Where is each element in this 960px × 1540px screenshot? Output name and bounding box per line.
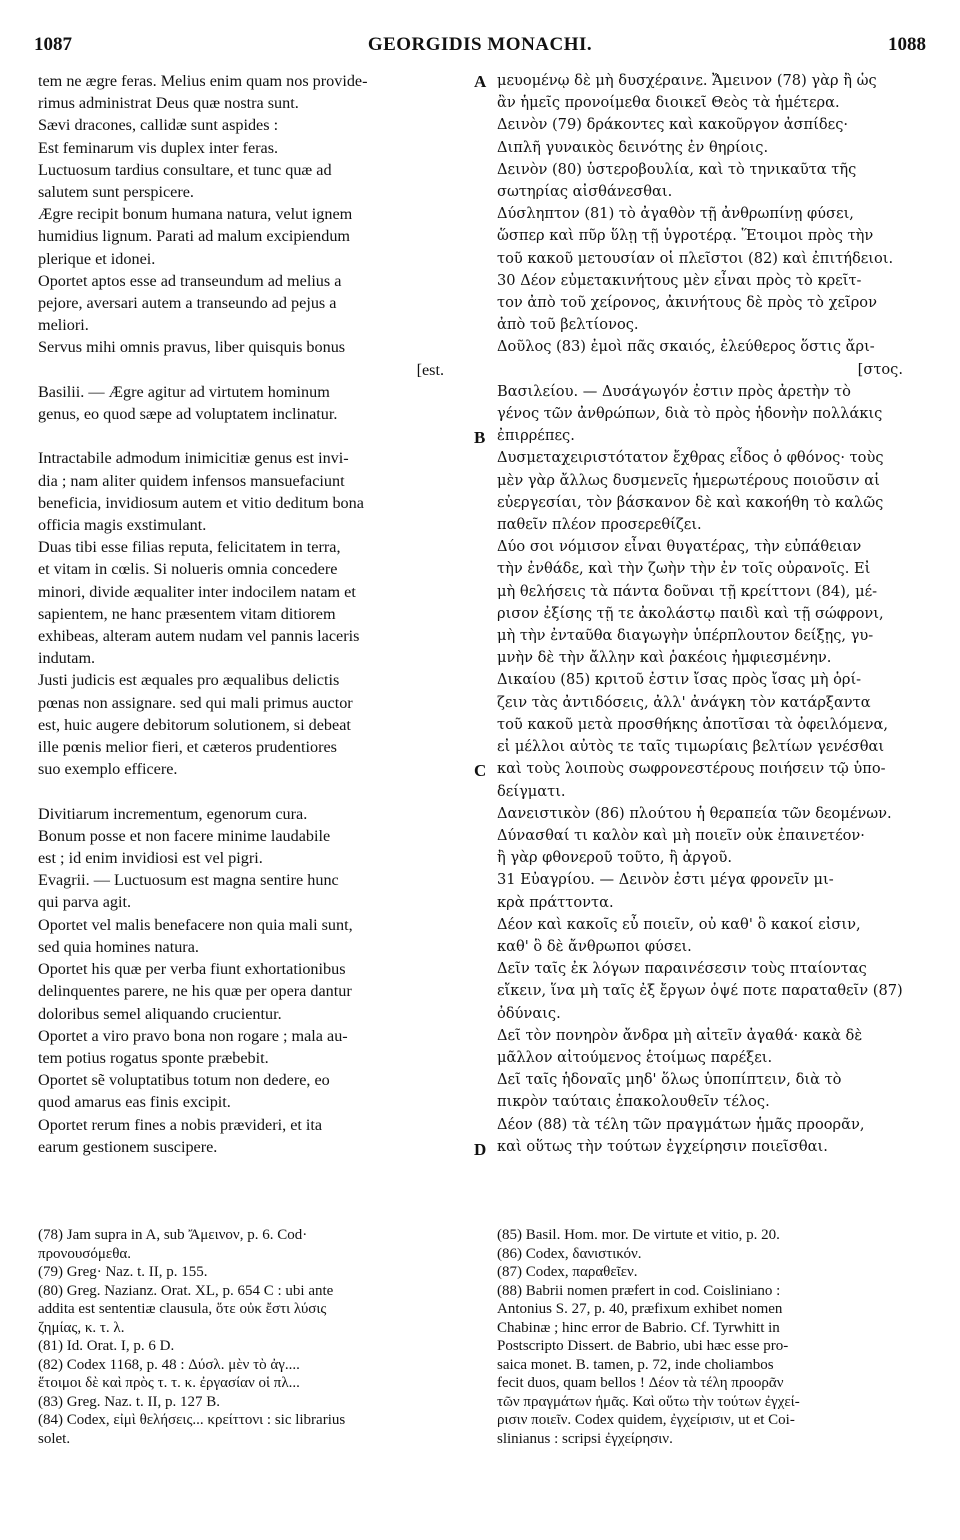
text-line: sapientem, ne hanc præsentem vitam ditiorem: [38, 604, 336, 623]
right-page-number: 1088: [888, 34, 926, 55]
footnote-line: (82) Codex 1168, p. 48 : Δύσλ. μὲν τὸ ἀγ....: [38, 1356, 300, 1373]
text-line: tem potius rogatus sponte præbebit.: [38, 1048, 269, 1067]
latin-column: [38, 70, 468, 1158]
text-line: indutam.: [38, 649, 96, 668]
footnote-line: addita est sententiæ clausula, ὅτε οὐκ ἔστι λύσις: [38, 1301, 327, 1317]
footnote-line: (83) Greg. Naz. t. II, p. 127 B.: [38, 1393, 221, 1410]
text-line: pejore, aversari autem a transeundo ad pejus a: [38, 294, 337, 313]
footnote-line: ἕτοιμοι δὲ καὶ πρὸς τ. τ. κ. ἐργασίαν οἱ πλ...: [38, 1375, 300, 1391]
text-line: ρισον ἐξίσης τῇ τε ἀκολάστῳ παιδὶ καὶ τῇ σώφρονι,: [497, 604, 884, 622]
text-line: genus, eo quod sæpe ad voluptatem inclinatur.: [38, 405, 338, 424]
text-line: Ægre recipit bonum humana natura, velut ignem: [38, 205, 353, 224]
footnote-line: (79) Greg· Naz. t. II, p. 155.: [38, 1264, 208, 1280]
text-line: Basilii. — Ægre agitur ad virtutem hominum: [38, 382, 330, 401]
text-line: ζειν τὰς ἀντιδόσεις, ἀλλ' ἀνάγκη τὸν κατάρξαντα: [497, 693, 871, 711]
text-line: minori, divide æqualiter inter indocilem natam et: [38, 582, 356, 601]
text-line: Δεῖ ταῖς ἡδοναῖς μηδ' ὅλως ὑποπίπτειν, διὰ τὸ: [497, 1071, 842, 1089]
text-line: beneficia, invidiosum autem et vitio deditum bona: [38, 493, 364, 512]
text-line: Oportet rerum fines a nobis prævideri, et ita: [38, 1115, 323, 1134]
footnote-line: τῶν πραγμάτων ἡμᾶς. Καὶ οὕτω τὴν τούτων ἐγχεί-: [497, 1393, 800, 1410]
text-line: εἰ μέλλοι αὐτὸς τε ταῖς τιμωρίαις βελτίων γενέσθαι: [497, 738, 885, 756]
text-line: εὐεργεσίαι, τὸν βάσκανον δὲ καὶ κακοήθη τὸ καλῶς: [497, 493, 884, 511]
footnote-line: ζημίας, κ. τ. λ.: [38, 1319, 125, 1336]
footnote-line: Chabinæ ; hinc error de Babrio. Cf. Tyrwhitt in: [497, 1319, 780, 1336]
text-line: Δεῖ τὸν πονηρὸν ἄνδρα μὴ αἰτεῖν ἀγαθά· κακὰ δὲ: [497, 1026, 863, 1044]
text-line: καθ' ὃ δὲ ἄνθρωποι φύσει.: [497, 937, 692, 955]
text-line: Luctuosum tardius consultare, et tunc quæ ad: [38, 160, 332, 179]
text-line: ὥσπερ καὶ πῦρ ὕλῃ τῇ ὑγροτέρᾳ. Ἕτοιμοι πρὸς τὴν: [497, 227, 874, 245]
text-line: γένος τῶν ἀνθρώπων, διὰ τὸ πρὸς ἡδονὴν πολλάκις: [497, 405, 883, 423]
text-line: πικρὸν ταύταις ἐπακολουθεῖν τέλος.: [497, 1093, 770, 1111]
text-line: Δεῖν ταῖς ἐκ λόγων παραινέσεσιν τοὺς πταίοντας: [497, 960, 867, 978]
footnote-line: (81) Id. Orat. I, p. 6 D.: [38, 1338, 175, 1354]
text-line: μᾶλλον αἰτούμενος ἑτοίμως παρέξει.: [497, 1048, 773, 1066]
footnote-line: solet.: [38, 1430, 71, 1447]
text-line: pœnas non assignare. sed qui mali primus auctor: [38, 693, 353, 712]
text-line: Oportet sẽ voluptatibus totum non dedere, eo: [38, 1071, 330, 1090]
text-line: Δύσληπτον (81) τὸ ἀγαθὸν τῇ ἀνθρωπίνῃ φύσει,: [497, 205, 854, 223]
section-marker-a: A: [474, 72, 487, 91]
footnote-line: fecit duos, quam bellos ! Δέον τὰ τέλη προορᾶν: [497, 1375, 784, 1391]
text-line: Διπλῆ γυναικὸς δεινότης ἐν θηρίοις.: [497, 138, 769, 156]
footnote-line: (84) Codex, εἰμὶ θελήσεις... κρείττονι : sic librarius: [38, 1412, 346, 1428]
text-line: [est.: [416, 360, 444, 379]
text-line: Servus mihi omnis pravus, liber quisquis bonus: [38, 338, 346, 357]
text-line: salutem sunt perspicere.: [38, 183, 194, 202]
text-line: dia ; nam aliter quidem infensos mansuefaciunt: [38, 471, 345, 490]
text-line: exhibeas, alteram autem nudam vel pannis laceris: [38, 627, 360, 646]
text-line: μνὴν δὲ τὴν ἄλλην καὶ ῥακέοις ἠμφιεσμένην.: [497, 649, 832, 667]
text-line: Oportet vel malis benefacere non quia mali sunt,: [38, 915, 353, 934]
text-line: δείγματι.: [497, 782, 566, 800]
text-line: quod amarus eas finis excipit.: [38, 1093, 231, 1112]
footnote-line: (85) Basil. Hom. mor. De virtute et vitio, p. 20.: [497, 1227, 780, 1243]
text-line: Evagrii. — Luctuosum est magna sentire hunc: [38, 871, 339, 890]
text-line: plerique et idonei.: [38, 249, 156, 268]
text-line: Oportet a viro pravo bona non rogare ; mala au-: [38, 1026, 348, 1045]
text-line: τὴν ἐνθάδε, καὶ τὴν ζωὴν τὴν ἐν τοῖς οὐρανοῖς. Εἰ: [497, 560, 871, 578]
text-line: qui parva agit.: [38, 893, 132, 912]
text-line: τοῦ κακοῦ μετουσίαν οἱ πλεῖστοι (82) καὶ ἐπιτήδειοι.: [497, 249, 894, 267]
text-line: tem ne ægre feras. Melius enim quam nos provide-: [38, 72, 368, 90]
text-line: Δύνασθαί τι καλὸν καὶ μὴ ποιεῖν οὐκ ἐπαινετέον·: [497, 826, 865, 844]
section-marker-c: C: [474, 761, 487, 780]
text-line: est ; id enim invidiosi est vel pigri.: [38, 849, 263, 868]
text-line: ἂν ἡμεῖς προνοίμεθα διοικεῖ Θεὸς τὰ ἡμέτερα.: [497, 94, 840, 112]
footnotes-left: [38, 1226, 468, 1448]
text-line: doloribus semel aliquando crucientur.: [38, 1004, 282, 1023]
section-marker-d: D: [474, 1140, 487, 1159]
footnote-line: (78) Jam supra in A, sub Ἄμεινον, p. 6. Cod·: [38, 1227, 308, 1243]
text-line: μὲν γὰρ ἄλλως δυσμενεῖς ἡμερωτέρους ποιοῦσιν αἱ: [497, 471, 880, 489]
footnote-line: Postscripto Dissert. de Babrio, ubi hæc esse pro-: [497, 1338, 789, 1354]
text-line: Δανειστικὸν (86) πλούτου ἡ θεραπεία τῶν δεομένων.: [497, 804, 892, 822]
text-line: [στος.: [857, 360, 903, 378]
greek-column: [497, 70, 927, 1158]
text-line: rimus administrat Deus quæ nostra sunt.: [38, 94, 299, 113]
text-line: meliori.: [38, 316, 89, 335]
text-line: εἴκειν, ἵνα μὴ ταῖς ἐξ ἔργων ὀψέ ποτε παραταθεῖν (87): [497, 982, 903, 1000]
text-line: ἀπὸ τοῦ βελτίονος.: [497, 316, 639, 334]
text-line: Δύο σοι νόμισον εἶναι θυγατέρας, τὴν εὐπάθειαν: [497, 538, 862, 556]
text-line: suo exemplo efficere.: [38, 760, 178, 779]
text-line: ille pœnis melior fieri, et cæteros prudentiores: [38, 738, 337, 757]
text-line: καὶ οὕτως τὴν τούτων ἐγχείρησιν ποιεῖσθαι.: [497, 1137, 828, 1155]
text-line: et vitam in cœlis. Si nolueris omnia concedere: [38, 560, 338, 579]
text-line: μευομένῳ δὲ μὴ δυσχέραινε. Ἄμεινον (78) γὰρ ἢ ὡς: [497, 72, 877, 89]
text-line: Sævi dracones, callidæ sunt aspides :: [38, 116, 279, 135]
text-line: Δεινὸν (80) ὑστεροβουλία, καὶ τὸ τηνικαῦτα τῆς: [497, 160, 857, 178]
footnote-line: ρισιν ποιεῖν. Codex quidem, ἐγχείρισιν, ut et Coi-: [497, 1412, 795, 1428]
text-line: μὴ τὴν ἐνταῦθα διαγωγὴν ὑπέρπλουτον δείξῃς, γυ-: [497, 627, 874, 645]
text-line: delinquentes parere, ne his quæ per opera dantur: [38, 982, 352, 1001]
text-line: Δέον καὶ κακοῖς εὖ ποιεῖν, οὐ καθ' ὃ κακοί εἰσιν,: [497, 915, 861, 933]
text-line: Δικαίου (85) κριτοῦ ἐστιν ἴσας πρὸς ἴσας μὴ ὁρί-: [497, 671, 862, 689]
text-line: earum gestionem suscipere.: [38, 1137, 218, 1156]
text-line: ἢ γὰρ φθονεροῦ τοῦτο, ἢ ἀργοῦ.: [497, 849, 732, 867]
footnote-line: saica monet. B. tamen, p. 72, inde choliambos: [497, 1356, 774, 1373]
text-line: Duas tibi esse filias reputa, felicitatem in terra,: [38, 538, 341, 557]
text-line: τοῦ κακοῦ μετὰ προσθήκης ἀποτῖσαι τὰ ὀφειλόμενα,: [497, 715, 889, 733]
text-line: humidius lignum. Parati ad malum excipiendum: [38, 227, 351, 246]
text-line: 31 Εὐαγρίου. — Δεινὸν ἐστι μέγα φρονεῖν μι-: [497, 871, 834, 889]
text-line: μὴ θελήσεις τὰ πάντα δοῦναι τῇ κρείττονι (84), μέ-: [497, 582, 878, 600]
text-line: καὶ τοὺς λοιποὺς σωφρονεστέρους ποιήσειν τῷ ὑπο-: [497, 760, 886, 778]
left-page-number: 1087: [34, 34, 72, 55]
footnote-line: (88) Babrii nomen præfert in cod. Coisliniano :: [497, 1282, 781, 1299]
footnote-line: (87) Codex, παραθεῖεν.: [497, 1264, 638, 1280]
text-line: [38, 425, 468, 447]
footnote-line: slinianus : scripsi ἐγχείρησιν.: [497, 1430, 673, 1447]
running-title: GEORGIDIS MONACHI.: [367, 34, 593, 55]
text-line: ὀδύναις.: [497, 1004, 561, 1022]
text-line: Est feminarum vis duplex inter feras.: [38, 138, 279, 157]
text-line: Bonum posse et non facere minime laudabile: [38, 826, 331, 845]
section-marker-b: B: [474, 428, 486, 447]
footnote-line: προνουσόμεθα.: [38, 1245, 131, 1262]
text-line: Δέον (88) τὰ τέλη τῶν πραγμάτων ἡμᾶς προορᾶν,: [497, 1115, 865, 1133]
text-line: Δοῦλος (83) ἐμοὶ πᾶς σκαιός, ἐλεύθερος ὅστις ἄρι-: [497, 338, 875, 356]
text-line: Oportet his quæ per verba fiunt exhortationibus: [38, 960, 346, 979]
footnote-line: (80) Greg. Nazianz. Orat. XL, p. 654 C : ubi ante: [38, 1282, 334, 1299]
text-line: τον ἀπὸ τοῦ χείρονος, ἀκινήτους δὲ πρὸς τὸ χεῖρον: [497, 294, 877, 312]
footnote-line: Antonius S. 27, p. 40, præfixum exhibet nomen: [497, 1301, 783, 1317]
text-line: σωτηρίας αἰσθάνεσθαι.: [497, 183, 673, 201]
page-header: [34, 34, 926, 64]
text-line: officia magis exstimulant.: [38, 516, 207, 535]
footnotes-right: [497, 1226, 927, 1448]
text-line: Divitiarum incrementum, egenorum cura.: [38, 804, 308, 823]
text-line: 30 Δέον εὐμετακινήτους μὲν εἶναι πρὸς τὸ κρεῖτ-: [497, 271, 862, 289]
text-line: est, huic augere debitorum solutionem, si debeat: [38, 715, 351, 734]
text-line: Δεινὸν (79) δράκοντες καὶ κακοῦργον ἀσπίδες·: [497, 116, 849, 134]
text-line: Βασιλείου. — Δυσάγωγόν ἐστιν πρὸς ἀρετὴν τὸ: [497, 382, 851, 400]
text-line: [38, 780, 468, 802]
text-line: sed quia homines natura.: [38, 937, 199, 956]
text-line: Δυσμεταχειριστότατον ἔχθρας εἶδος ὁ φθόνος· τοὺς: [497, 449, 884, 467]
text-line: ἐπιρρέπες.: [497, 427, 575, 445]
footnote-line: (86) Codex, δανιστικόν.: [497, 1245, 642, 1262]
text-line: κρὰ πράττοντα.: [497, 893, 614, 911]
text-line: Justi judicis est æquales pro æqualibus delictis: [38, 671, 340, 690]
text-line: παθεῖν πλέον προσερεθίζει.: [497, 516, 702, 534]
text-line: Intractabile admodum inimicitiæ genus est invi-: [38, 449, 349, 468]
text-line: Oportet aptos esse ad transeundum ad melius a: [38, 271, 342, 290]
